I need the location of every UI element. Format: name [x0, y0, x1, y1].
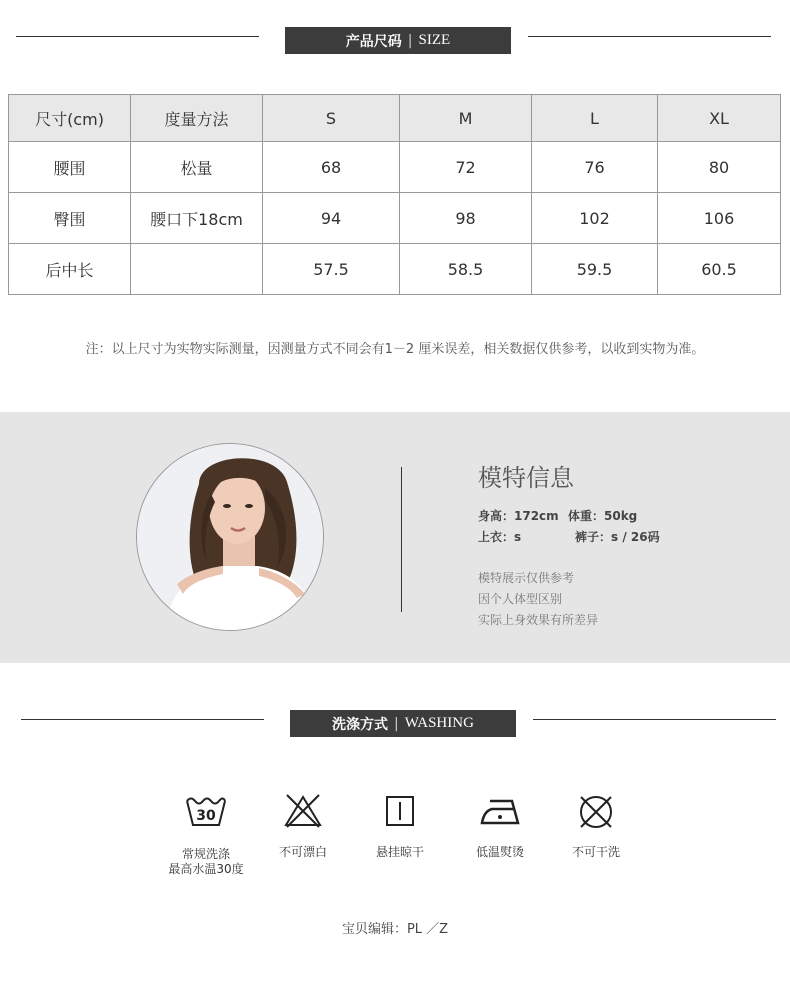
hang-dry-icon [380, 793, 420, 829]
model-note: 实际上身效果有所差异 [478, 613, 599, 627]
header-cell: L [532, 95, 658, 142]
size-section-title: 产品尺码 | SIZE [285, 27, 511, 54]
table-header-row [9, 95, 781, 142]
table-cell: 72 [400, 142, 532, 193]
no-dry-clean-icon [576, 793, 616, 831]
model-note: 因个人体型区别 [478, 592, 563, 606]
wash-care-item [462, 793, 538, 860]
model-portrait-image [137, 444, 323, 630]
table-cell: 106 [658, 193, 781, 244]
wash-care-item [362, 793, 438, 860]
header-cell: M [400, 95, 532, 142]
model-top-size: 上衣：s [478, 530, 522, 544]
washing-rule-right [533, 719, 776, 720]
table-cell: 94 [263, 193, 400, 244]
size-note: 注：以上尺寸为实物实际测量，因测量方式不同会有1－2 厘米误差，相关数据仅供参考，以收到实物为准。 [85, 342, 705, 357]
model-height: 身高：172cm [478, 509, 559, 523]
washing-section-title: 洗涤方式 | WASHING [290, 710, 516, 737]
no-bleach-icon [283, 793, 323, 829]
table-cell: 60.5 [658, 244, 781, 295]
model-note: 模特展示仅供参考 [478, 571, 575, 585]
model-info-title: 模特信息 [478, 464, 574, 492]
wash-care-item [265, 793, 341, 860]
table-cell: 松量 [131, 142, 263, 193]
wash-30-icon [184, 793, 228, 829]
wash-label: 不可干洗 [571, 845, 620, 859]
table-row [9, 193, 781, 244]
table-cell: 76 [532, 142, 658, 193]
header-cell: 度量方法 [131, 95, 263, 142]
table-row [9, 142, 781, 193]
wash-label: 不可漂白 [278, 845, 327, 859]
header-cell: 尺寸(cm) [9, 95, 131, 142]
header-cell: XL [658, 95, 781, 142]
wash-care-item [160, 793, 252, 877]
table-cell: 80 [658, 142, 781, 193]
wash-label: 悬挂晾干 [375, 845, 424, 859]
size-table [8, 94, 781, 295]
editor-credit: 宝贝编辑：PL ／Z [341, 922, 449, 937]
low-iron-icon [478, 793, 522, 829]
wash-temperature-label: 30 [196, 808, 216, 824]
header-cell: S [263, 95, 400, 142]
size-rule-left [16, 36, 259, 37]
model-info-panel [0, 412, 790, 663]
table-row [9, 244, 781, 295]
table-cell: 68 [263, 142, 400, 193]
size-rule-right [528, 36, 771, 37]
table-cell: 59.5 [532, 244, 658, 295]
wash-label: 常规洗涤 [181, 847, 230, 861]
table-cell: 后中长 [9, 244, 131, 295]
model-photo [136, 443, 324, 631]
model-divider [401, 467, 402, 612]
table-cell: 臀围 [9, 193, 131, 244]
table-cell: 腰口下18cm [131, 193, 263, 244]
table-cell: 57.5 [263, 244, 400, 295]
wash-label: 最高水温30度 [168, 862, 244, 876]
table-cell: 98 [400, 193, 532, 244]
table-cell: 102 [532, 193, 658, 244]
wash-care-item [558, 793, 634, 860]
table-cell: 腰围 [9, 142, 131, 193]
wash-label: 低温熨烫 [475, 845, 524, 859]
washing-rule-left [21, 719, 264, 720]
model-weight: 体重：50kg [568, 509, 638, 523]
model-pants-size: 裤子：s / 26码 [575, 530, 660, 544]
table-cell [131, 244, 263, 295]
table-cell: 58.5 [400, 244, 532, 295]
